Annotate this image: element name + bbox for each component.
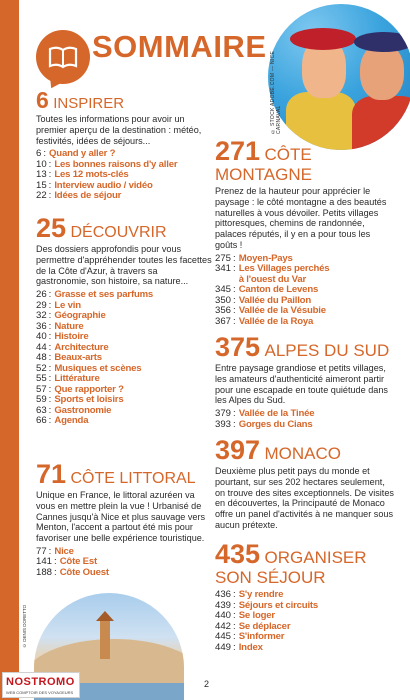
carnival-photo [268, 4, 410, 150]
section-title: ORGANISER [264, 548, 367, 567]
toc-entry-label: Vallée de la Tinée [238, 408, 315, 420]
toc-entry-separator: : [48, 341, 52, 353]
section-items [36, 547, 214, 579]
toc-entry-page: 48 [36, 352, 47, 364]
toc-entry-label: Agenda [54, 415, 89, 427]
toc-entry-separator: : [48, 310, 52, 322]
toc-entry-label: Littérature [54, 373, 100, 385]
toc-entry[interactable] [36, 191, 210, 202]
toc-entry-label: Vallée du Paillon [238, 294, 311, 306]
toc-entry-label: Les 12 mots-clés [54, 169, 129, 181]
toc-entry-page: 29 [36, 299, 47, 311]
section-intro: Des dossiers approfondis pour vous permettre d'appréhender toutes les facettes de la Côte d'Azur, à travers sa gastronomie, son histoire, sa nature... [36, 244, 212, 287]
toc-entry-separator: : [48, 352, 52, 364]
section-page-number: 375 [215, 332, 261, 362]
toc-entry-separator: : [48, 320, 52, 332]
section-alpes [215, 334, 393, 430]
toc-entry-label: Que rapporter ? [54, 383, 124, 395]
publisher-subtitle: WEB COMPTOIR DES VOYAGEURS [6, 690, 74, 695]
toc-entry-label: Architecture [54, 341, 109, 353]
page-title: SOMMAIRE [92, 29, 267, 64]
toc-entry-separator: : [233, 641, 236, 653]
toc-entry-label: Sports et loisirs [54, 394, 124, 406]
section-intro: Entre paysage grandiose et petits villages, les amateurs d'authenticité aimeront partir pour une escapade en toute quiétude dans les Alpes du Sud. [215, 363, 388, 406]
toc-entry-separator: : [54, 556, 57, 568]
toc-entry-label: Les bonnes raisons d'y aller [54, 158, 178, 170]
toc-entry-label: Gorges du Cians [238, 418, 313, 430]
toc-entry-page: 32 [36, 310, 47, 322]
toc-entry-label: Musiques et scènes [54, 362, 142, 374]
toc-entry-label: Nature [54, 320, 84, 332]
section-littoral [36, 461, 214, 578]
toc-entry-separator: : [48, 289, 52, 301]
section-title: INSPIRER [53, 95, 125, 112]
toc-entry[interactable] [215, 643, 393, 654]
toc-entry-label: Canton de Levens [238, 284, 319, 296]
toc-entry-page: 436 [215, 589, 232, 600]
toc-entry-page: 44 [36, 341, 47, 353]
section-inspirer [36, 89, 210, 202]
section-intro: Unique en France, le littoral azuréen va vous en mettre plein la vue ! Urbanisé de Cannes jusqu'à Nice et plus sauvage vers Menton, l'accent a partout été mis pour favoriser une belle expérience touristique. [36, 490, 206, 544]
toc-entry-page: 6 [36, 148, 42, 160]
photo-credit: © DENIS DORETTO [22, 604, 27, 648]
toc-entry-page: 275 [215, 252, 232, 264]
section-page-number: 397 [215, 435, 261, 465]
toc-entry-page: 55 [36, 373, 47, 385]
toc-entry-page: 141 [36, 556, 53, 568]
toc-entry-label: Se loger [238, 610, 275, 621]
toc-entry-page: 40 [36, 331, 47, 343]
toc-entry-separator: : [233, 315, 236, 327]
toc-entry-page: 345 [215, 284, 232, 296]
section-title: MONACO [264, 444, 342, 463]
toc-entry-page: 15 [36, 179, 47, 191]
toc-entry-separator: : [48, 415, 52, 427]
toc-entry-label: Vallée de la Vésubie [238, 305, 326, 317]
toc-entry[interactable] [215, 420, 393, 431]
toc-entry[interactable] [36, 416, 212, 427]
toc-entry-page: 59 [36, 394, 47, 406]
toc-entry-label: Se déplacer [238, 620, 291, 632]
toc-entry-label: Géographie [54, 310, 106, 322]
toc-entry-page: 442 [215, 620, 232, 632]
page-spine-bar [0, 0, 19, 700]
toc-entry-separator: : [233, 263, 236, 275]
toc-entry[interactable] [36, 568, 214, 579]
toc-entry[interactable] [215, 317, 391, 328]
section-page-number: 25 [36, 213, 67, 243]
toc-entry-page: 367 [215, 315, 232, 327]
toc-entry-separator: : [48, 404, 52, 416]
toc-entry-page: 393 [215, 418, 232, 430]
toc-entry-label: S'informer [238, 631, 285, 642]
toc-entry-page: 22 [36, 190, 47, 202]
toc-entry-page: 52 [36, 362, 47, 374]
toc-entry-separator: : [233, 294, 236, 306]
toc-entry-separator: : [233, 589, 236, 600]
section-page-number: 71 [36, 459, 67, 489]
toc-entry-separator: : [233, 620, 236, 632]
section-organiser [215, 541, 393, 653]
toc-entry-label: Histoire [54, 331, 89, 343]
toc-entry-separator: : [233, 599, 236, 611]
open-book-icon [36, 30, 90, 84]
section-items [215, 409, 393, 430]
toc-entry-page: 77 [36, 545, 47, 557]
toc-entry-page: 57 [36, 383, 47, 395]
toc-entry-label: Vallée de la Roya [238, 315, 314, 327]
toc-entry-page: 445 [215, 631, 232, 642]
toc-entry-page: 439 [215, 599, 232, 611]
toc-entry-label: Grasse et ses parfums [54, 289, 154, 301]
toc-entry-label: Index [238, 641, 263, 653]
section-page-number: 435 [215, 539, 261, 569]
toc-entry-separator: : [233, 284, 236, 296]
toc-entry-separator: : [48, 179, 52, 191]
toc-entry-page: 188 [36, 566, 53, 578]
section-intro: Prenez de la hauteur pour apprécier le paysage : le côté montagne a des beautés naturelles à vous dévoiler. Petits villages pittoresques, chemins de randonnée, palaces réputés, il y en a pour tous les goûts ! [215, 186, 387, 250]
toc-entry-separator: : [48, 158, 52, 170]
section-decouvrir [36, 215, 212, 427]
toc-entry-label: Moyen-Pays [238, 252, 293, 264]
toc-entry-label: Interview audio / vidéo [54, 179, 153, 191]
toc-entry-page: 63 [36, 404, 47, 416]
toc-entry-label: Idées de séjour [54, 190, 122, 202]
toc-entry-label: Côte Est [59, 556, 98, 568]
section-items [215, 590, 393, 653]
section-title: CÔTE [264, 145, 312, 164]
toc-entry-separator: : [233, 305, 236, 317]
toc-entry-page: 379 [215, 408, 232, 420]
toc-entry-label: Le vin [54, 299, 81, 311]
toc-entry[interactable] [215, 632, 393, 643]
toc-entry-label: Quand y aller ? [49, 148, 116, 160]
toc-entry-separator: : [48, 362, 52, 374]
toc-entry-separator: : [48, 383, 52, 395]
publisher-logo [2, 672, 80, 698]
section-items [36, 149, 210, 202]
toc-entry-label: Côte Ouest [59, 566, 109, 578]
toc-entry-separator: : [48, 169, 52, 181]
section-montagne [215, 138, 391, 327]
photo-credit: © STOCK ADOBE.COM — NICE CARNAVAL [270, 50, 282, 134]
toc-entry-page: 26 [36, 289, 47, 301]
section-page-number: 271 [215, 136, 261, 166]
section-page-number: 6 [36, 87, 49, 113]
toc-entry-page: 66 [36, 415, 47, 427]
toc-entry-separator: : [43, 148, 47, 160]
publisher-name: NOSTROMO [6, 676, 75, 688]
toc-entry-separator: : [48, 373, 52, 385]
toc-entry-separator: : [48, 299, 52, 311]
section-monaco [215, 437, 395, 531]
section-intro: Deuxième plus petit pays du monde et pourtant, sur ses 202 hectares seulement, on trouve des sites exceptionnels. De visites en découvertes, la Principauté de Monaco offre un panel d'activités à ne manquer sous aucun prétexte. [215, 466, 394, 530]
toc-entry-label: Beaux-arts [54, 352, 102, 364]
toc-entry-label: Nice [54, 545, 74, 557]
toc-entry[interactable] [215, 611, 393, 622]
toc-entry-label: à l'ouest du Var [238, 273, 307, 285]
toc-entry-separator: : [48, 394, 52, 406]
toc-entry-separator: : [233, 418, 236, 430]
toc-entry-page: 10 [36, 158, 47, 170]
toc-entry-label: Gastronomie [54, 404, 112, 416]
section-items [36, 290, 212, 427]
toc-entry-separator: : [54, 566, 57, 578]
toc-entry-separator: : [233, 408, 236, 420]
toc-entry-label: Les Villages perchés [238, 263, 330, 275]
toc-entry-label: Séjours et circuits [238, 599, 319, 611]
toc-entry-separator: : [48, 545, 52, 557]
toc-entry-label: S'y rendre [238, 589, 284, 600]
toc-entry-page: 440 [215, 610, 232, 621]
toc-entry-separator: : [233, 252, 236, 264]
section-title-line2: MONTAGNE [215, 165, 312, 184]
section-title: DÉCOUVRIR [70, 224, 167, 241]
toc-entry-page: 341 [215, 263, 232, 275]
toc-entry-separator: : [233, 631, 236, 642]
section-title: CÔTE LITTORAL [70, 470, 196, 487]
toc-entry-separator: : [233, 610, 236, 621]
toc-entry-page: 350 [215, 294, 232, 306]
toc-entry-page: 13 [36, 169, 47, 181]
section-title-line2: SON SÉJOUR [215, 568, 326, 587]
page-number: 2 [204, 679, 210, 689]
toc-entry-separator: : [48, 190, 52, 202]
section-intro: Toutes les informations pour avoir un premier aperçu de la destination : météo, festivités, idées de séjours... [36, 114, 202, 146]
section-title: ALPES DU SUD [264, 341, 390, 360]
toc-entry-page: 36 [36, 320, 47, 332]
section-items [215, 254, 391, 328]
toc-entry-separator: : [48, 331, 52, 343]
toc-entry-page: 449 [215, 641, 232, 653]
toc-entry[interactable] [215, 590, 393, 601]
toc-entry-page: 356 [215, 305, 232, 317]
